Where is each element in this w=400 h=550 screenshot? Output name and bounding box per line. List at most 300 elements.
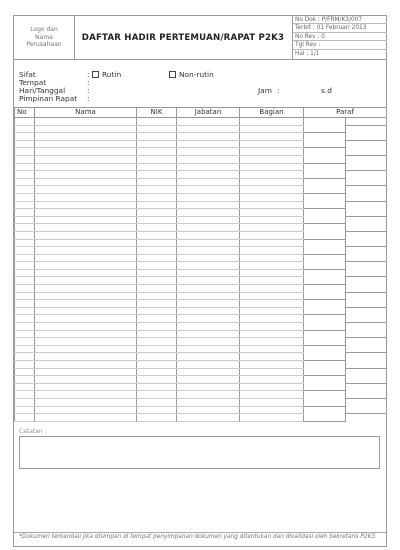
cell-bagian[interactable] (240, 171, 304, 179)
cell-bagian[interactable] (240, 231, 304, 239)
cell-nama[interactable] (35, 338, 137, 346)
cell-jabatan[interactable] (177, 361, 240, 369)
cell-nik[interactable] (137, 414, 177, 422)
cell-nama[interactable] (35, 231, 137, 239)
cell-bagian[interactable] (240, 239, 304, 247)
notes-field[interactable] (19, 436, 380, 469)
cell-nama[interactable] (35, 307, 137, 315)
cell-paraf-a[interactable] (304, 254, 346, 262)
nonrutin-checkbox[interactable] (169, 71, 176, 78)
cell-no[interactable] (15, 118, 35, 126)
cell-bagian[interactable] (240, 201, 304, 209)
cell-paraf-b[interactable] (346, 398, 387, 406)
cell-nik[interactable] (137, 262, 177, 270)
cell-nama[interactable] (35, 323, 137, 331)
cell-paraf-b[interactable] (346, 300, 387, 308)
cell-paraf-a[interactable] (304, 247, 346, 255)
cell-nama[interactable] (35, 163, 137, 171)
cell-nama[interactable] (35, 368, 137, 376)
cell-jabatan[interactable] (177, 277, 240, 285)
cell-paraf-a[interactable] (304, 277, 346, 285)
colon: : (87, 86, 90, 95)
cell-bagian[interactable] (240, 315, 304, 323)
cell-bagian[interactable] (240, 368, 304, 376)
cell-nama[interactable] (35, 330, 137, 338)
cell-paraf-a[interactable] (304, 330, 346, 338)
cell-nik[interactable] (137, 315, 177, 323)
cell-paraf-b[interactable] (346, 186, 387, 194)
cell-nik[interactable] (137, 292, 177, 300)
cell-jabatan[interactable] (177, 307, 240, 315)
cell-paraf-b[interactable] (346, 262, 387, 270)
cell-nik[interactable] (137, 323, 177, 331)
table-header-row (15, 108, 387, 118)
cell-paraf-b[interactable] (346, 368, 387, 376)
cell-paraf-b[interactable] (346, 315, 387, 323)
cell-bagian[interactable] (240, 247, 304, 255)
cell-nik[interactable] (137, 171, 177, 179)
cell-paraf-a[interactable] (304, 231, 346, 239)
cell-nama[interactable] (35, 269, 137, 277)
cell-jabatan[interactable] (177, 247, 240, 255)
cell-nik[interactable] (137, 391, 177, 399)
cell-bagian[interactable] (240, 323, 304, 331)
table-row (15, 376, 387, 384)
cell-nik[interactable] (137, 330, 177, 338)
cell-no[interactable] (15, 269, 35, 277)
cell-nik[interactable] (137, 125, 177, 133)
cell-bagian[interactable] (240, 269, 304, 277)
cell-jabatan[interactable] (177, 186, 240, 194)
cell-nama[interactable] (35, 224, 137, 232)
cell-jabatan[interactable] (177, 269, 240, 277)
cell-no[interactable] (15, 140, 35, 148)
cell-bagian[interactable] (240, 391, 304, 399)
table-row (15, 300, 387, 308)
cell-no[interactable] (15, 414, 35, 422)
cell-nama[interactable] (35, 125, 137, 133)
cell-nama[interactable] (35, 414, 137, 422)
cell-paraf-b[interactable] (346, 148, 387, 156)
cell-paraf-b[interactable] (346, 269, 387, 277)
cell-no[interactable] (15, 300, 35, 308)
cell-nik[interactable] (137, 193, 177, 201)
cell-paraf-a[interactable] (304, 292, 346, 300)
cell-no[interactable] (15, 178, 35, 186)
cell-jabatan[interactable] (177, 391, 240, 399)
cell-jabatan[interactable] (177, 216, 240, 224)
cell-jabatan[interactable] (177, 398, 240, 406)
cell-jabatan[interactable] (177, 285, 240, 293)
cell-nik[interactable] (137, 231, 177, 239)
cell-bagian[interactable] (240, 292, 304, 300)
cell-no[interactable] (15, 330, 35, 338)
cell-nama[interactable] (35, 178, 137, 186)
cell-paraf-a[interactable] (304, 383, 346, 391)
cell-bagian[interactable] (240, 125, 304, 133)
cell-jabatan[interactable] (177, 300, 240, 308)
cell-bagian[interactable] (240, 140, 304, 148)
cell-nik[interactable] (137, 224, 177, 232)
cell-jabatan[interactable] (177, 353, 240, 361)
cell-bagian[interactable] (240, 262, 304, 270)
cell-paraf-a[interactable] (304, 125, 346, 133)
cell-paraf-a[interactable] (304, 391, 346, 399)
cell-nik[interactable] (137, 285, 177, 293)
cell-jabatan[interactable] (177, 330, 240, 338)
cell-paraf-b[interactable] (346, 231, 387, 239)
cell-bagian[interactable] (240, 361, 304, 369)
cell-jabatan[interactable] (177, 239, 240, 247)
cell-paraf-b[interactable] (346, 125, 387, 133)
cell-paraf-a[interactable] (304, 178, 346, 186)
cell-no[interactable] (15, 186, 35, 194)
cell-paraf-b[interactable] (346, 209, 387, 217)
cell-bagian[interactable] (240, 155, 304, 163)
cell-paraf-b[interactable] (346, 216, 387, 224)
cell-paraf-a[interactable] (304, 163, 346, 171)
cell-no[interactable] (15, 193, 35, 201)
cell-nama[interactable] (35, 300, 137, 308)
cell-bagian[interactable] (240, 406, 304, 414)
cell-jabatan[interactable] (177, 383, 240, 391)
cell-nama[interactable] (35, 155, 137, 163)
document-title: DAFTAR HADIR PERTEMUAN/RAPAT P2K3 (81, 32, 285, 43)
cell-bagian[interactable] (240, 338, 304, 346)
cell-jabatan[interactable] (177, 292, 240, 300)
cell-no[interactable] (15, 315, 35, 323)
cell-jabatan[interactable] (177, 338, 240, 346)
cell-paraf-a[interactable] (304, 345, 346, 353)
cell-jabatan[interactable] (177, 148, 240, 156)
cell-nik[interactable] (137, 406, 177, 414)
cell-no[interactable] (15, 216, 35, 224)
cell-paraf-a[interactable] (304, 414, 346, 422)
cell-nama[interactable] (35, 118, 137, 126)
cell-nama[interactable] (35, 262, 137, 270)
cell-paraf-b[interactable] (346, 307, 387, 315)
cell-jabatan[interactable] (177, 406, 240, 414)
cell-no[interactable] (15, 231, 35, 239)
cell-nik[interactable] (137, 178, 177, 186)
sifat-label: Sifat (19, 70, 36, 79)
cell-paraf-a[interactable] (304, 269, 346, 277)
cell-jabatan[interactable] (177, 193, 240, 201)
cell-paraf-a[interactable] (304, 133, 346, 141)
cell-nama[interactable] (35, 315, 137, 323)
cell-paraf-a[interactable] (304, 300, 346, 308)
cell-paraf-a[interactable] (304, 285, 346, 293)
cell-bagian[interactable] (240, 216, 304, 224)
cell-nama[interactable] (35, 193, 137, 201)
cell-no[interactable] (15, 209, 35, 217)
cell-no[interactable] (15, 368, 35, 376)
cell-paraf-a[interactable] (304, 201, 346, 209)
cell-paraf-b[interactable] (346, 376, 387, 384)
cell-bagian[interactable] (240, 133, 304, 141)
cell-jabatan[interactable] (177, 323, 240, 331)
cell-no[interactable] (15, 323, 35, 331)
cell-paraf-b[interactable] (346, 323, 387, 331)
cell-paraf-a[interactable] (304, 368, 346, 376)
cell-paraf-a[interactable] (304, 398, 346, 406)
cell-bagian[interactable] (240, 224, 304, 232)
cell-bagian[interactable] (240, 178, 304, 186)
cell-bagian[interactable] (240, 254, 304, 262)
cell-nama[interactable] (35, 216, 137, 224)
cell-bagian[interactable] (240, 307, 304, 315)
cell-nama[interactable] (35, 391, 137, 399)
cell-jabatan[interactable] (177, 171, 240, 179)
cell-paraf-b[interactable] (346, 338, 387, 346)
cell-jabatan[interactable] (177, 133, 240, 141)
cell-nik[interactable] (137, 269, 177, 277)
cell-nama[interactable] (35, 201, 137, 209)
cell-nik[interactable] (137, 140, 177, 148)
cell-paraf-b[interactable] (346, 383, 387, 391)
cell-paraf-b[interactable] (346, 345, 387, 353)
cell-nik[interactable] (137, 216, 177, 224)
cell-nama[interactable] (35, 254, 137, 262)
cell-no[interactable] (15, 353, 35, 361)
cell-bagian[interactable] (240, 209, 304, 217)
cell-paraf-b[interactable] (346, 277, 387, 285)
cell-no[interactable] (15, 254, 35, 262)
cell-no[interactable] (15, 292, 35, 300)
cell-paraf-a[interactable] (304, 209, 346, 217)
cell-bagian[interactable] (240, 330, 304, 338)
cell-jabatan[interactable] (177, 209, 240, 217)
cell-nik[interactable] (137, 300, 177, 308)
cell-no[interactable] (15, 277, 35, 285)
cell-paraf-b[interactable] (346, 224, 387, 232)
cell-no[interactable] (15, 361, 35, 369)
cell-nik[interactable] (137, 155, 177, 163)
cell-paraf-b[interactable] (346, 239, 387, 247)
cell-nik[interactable] (137, 163, 177, 171)
attendance-table (14, 107, 387, 422)
cell-jabatan[interactable] (177, 224, 240, 232)
cell-jabatan[interactable] (177, 345, 240, 353)
cell-jabatan[interactable] (177, 163, 240, 171)
table-row (15, 224, 387, 232)
cell-jabatan[interactable] (177, 414, 240, 422)
cell-jabatan[interactable] (177, 178, 240, 186)
cell-nama[interactable] (35, 133, 137, 141)
cell-no[interactable] (15, 285, 35, 293)
cell-paraf-b[interactable] (346, 118, 387, 126)
cell-jabatan[interactable] (177, 201, 240, 209)
cell-jabatan[interactable] (177, 231, 240, 239)
cell-no[interactable] (15, 262, 35, 270)
cell-paraf-b[interactable] (346, 254, 387, 262)
cell-jabatan[interactable] (177, 140, 240, 148)
cell-no[interactable] (15, 239, 35, 247)
table-row (15, 254, 387, 262)
col-header-nama: Nama (35, 108, 137, 118)
cell-no[interactable] (15, 125, 35, 133)
cell-jabatan[interactable] (177, 254, 240, 262)
logo-line: Logo dan (30, 26, 58, 34)
cell-paraf-a[interactable] (304, 307, 346, 315)
cell-paraf-a[interactable] (304, 224, 346, 232)
cell-bagian[interactable] (240, 163, 304, 171)
cell-bagian[interactable] (240, 285, 304, 293)
cell-paraf-a[interactable] (304, 171, 346, 179)
cell-paraf-b[interactable] (346, 247, 387, 255)
table-row (15, 323, 387, 331)
cell-no[interactable] (15, 391, 35, 399)
attendance-form (13, 15, 387, 547)
cell-nama[interactable] (35, 239, 137, 247)
cell-paraf-a[interactable] (304, 338, 346, 346)
cell-paraf-a[interactable] (304, 140, 346, 148)
cell-jabatan[interactable] (177, 368, 240, 376)
cell-paraf-a[interactable] (304, 376, 346, 384)
cell-no[interactable] (15, 224, 35, 232)
cell-paraf-a[interactable] (304, 353, 346, 361)
cell-paraf-b[interactable] (346, 171, 387, 179)
cell-paraf-b[interactable] (346, 353, 387, 361)
cell-no[interactable] (15, 247, 35, 255)
cell-paraf-b[interactable] (346, 163, 387, 171)
cell-nik[interactable] (137, 338, 177, 346)
cell-nik[interactable] (137, 383, 177, 391)
cell-bagian[interactable] (240, 148, 304, 156)
cell-no[interactable] (15, 406, 35, 414)
cell-nik[interactable] (137, 398, 177, 406)
cell-paraf-b[interactable] (346, 285, 387, 293)
cell-no[interactable] (15, 155, 35, 163)
cell-jabatan[interactable] (177, 315, 240, 323)
cell-nama[interactable] (35, 361, 137, 369)
cell-bagian[interactable] (240, 398, 304, 406)
cell-nik[interactable] (137, 376, 177, 384)
cell-no[interactable] (15, 171, 35, 179)
cell-paraf-a[interactable] (304, 262, 346, 270)
cell-nik[interactable] (137, 133, 177, 141)
cell-nama[interactable] (35, 406, 137, 414)
cell-no[interactable] (15, 148, 35, 156)
cell-paraf-a[interactable] (304, 323, 346, 331)
cell-nik[interactable] (137, 307, 177, 315)
cell-bagian[interactable] (240, 186, 304, 194)
cell-paraf-b[interactable] (346, 414, 387, 422)
cell-nama[interactable] (35, 383, 137, 391)
cell-no[interactable] (15, 383, 35, 391)
cell-nik[interactable] (137, 247, 177, 255)
cell-nama[interactable] (35, 209, 137, 217)
cell-paraf-b[interactable] (346, 140, 387, 148)
cell-nik[interactable] (137, 345, 177, 353)
cell-nik[interactable] (137, 277, 177, 285)
cell-nik[interactable] (137, 239, 177, 247)
cell-nama[interactable] (35, 247, 137, 255)
rutin-checkbox[interactable] (92, 71, 99, 78)
cell-paraf-b[interactable] (346, 292, 387, 300)
cell-jabatan[interactable] (177, 118, 240, 126)
cell-nik[interactable] (137, 209, 177, 217)
cell-jabatan[interactable] (177, 155, 240, 163)
cell-paraf-a[interactable] (304, 186, 346, 194)
cell-nik[interactable] (137, 148, 177, 156)
cell-paraf-b[interactable] (346, 193, 387, 201)
cell-no[interactable] (15, 133, 35, 141)
meta-revision: No Rev : 0 (293, 33, 387, 41)
cell-no[interactable] (15, 345, 35, 353)
cell-paraf-a[interactable] (304, 193, 346, 201)
cell-jabatan[interactable] (177, 262, 240, 270)
cell-paraf-a[interactable] (304, 216, 346, 224)
cell-nama[interactable] (35, 353, 137, 361)
cell-nama[interactable] (35, 376, 137, 384)
cell-paraf-b[interactable] (346, 361, 387, 369)
cell-bagian[interactable] (240, 376, 304, 384)
cell-nik[interactable] (137, 186, 177, 194)
cell-nik[interactable] (137, 201, 177, 209)
table-row (15, 186, 387, 194)
cell-bagian[interactable] (240, 118, 304, 126)
cell-paraf-a[interactable] (304, 118, 346, 126)
cell-paraf-b[interactable] (346, 330, 387, 338)
cell-paraf-b[interactable] (346, 406, 387, 414)
cell-paraf-a[interactable] (304, 315, 346, 323)
cell-paraf-b[interactable] (346, 155, 387, 163)
cell-paraf-a[interactable] (304, 148, 346, 156)
cell-nama[interactable] (35, 398, 137, 406)
cell-bagian[interactable] (240, 193, 304, 201)
cell-nama[interactable] (35, 277, 137, 285)
cell-nik[interactable] (137, 361, 177, 369)
cell-nama[interactable] (35, 186, 137, 194)
cell-bagian[interactable] (240, 353, 304, 361)
cell-paraf-b[interactable] (346, 201, 387, 209)
cell-no[interactable] (15, 376, 35, 384)
cell-paraf-a[interactable] (304, 361, 346, 369)
cell-nama[interactable] (35, 285, 137, 293)
cell-bagian[interactable] (240, 277, 304, 285)
cell-nik[interactable] (137, 368, 177, 376)
cell-paraf-b[interactable] (346, 391, 387, 399)
cell-no[interactable] (15, 201, 35, 209)
cell-jabatan[interactable] (177, 125, 240, 133)
cell-bagian[interactable] (240, 414, 304, 422)
cell-nama[interactable] (35, 140, 137, 148)
cell-nik[interactable] (137, 118, 177, 126)
cell-bagian[interactable] (240, 383, 304, 391)
cell-paraf-a[interactable] (304, 406, 346, 414)
cell-jabatan[interactable] (177, 376, 240, 384)
cell-nik[interactable] (137, 353, 177, 361)
cell-paraf-b[interactable] (346, 178, 387, 186)
cell-no[interactable] (15, 338, 35, 346)
cell-bagian[interactable] (240, 300, 304, 308)
colon: : (87, 78, 90, 87)
cell-paraf-a[interactable] (304, 239, 346, 247)
cell-no[interactable] (15, 163, 35, 171)
cell-nama[interactable] (35, 171, 137, 179)
cell-paraf-b[interactable] (346, 133, 387, 141)
cell-nama[interactable] (35, 292, 137, 300)
cell-nik[interactable] (137, 254, 177, 262)
cell-nama[interactable] (35, 345, 137, 353)
cell-nama[interactable] (35, 148, 137, 156)
cell-no[interactable] (15, 398, 35, 406)
cell-paraf-a[interactable] (304, 155, 346, 163)
cell-no[interactable] (15, 307, 35, 315)
notes-label: Catatan : (19, 428, 47, 435)
cell-bagian[interactable] (240, 345, 304, 353)
